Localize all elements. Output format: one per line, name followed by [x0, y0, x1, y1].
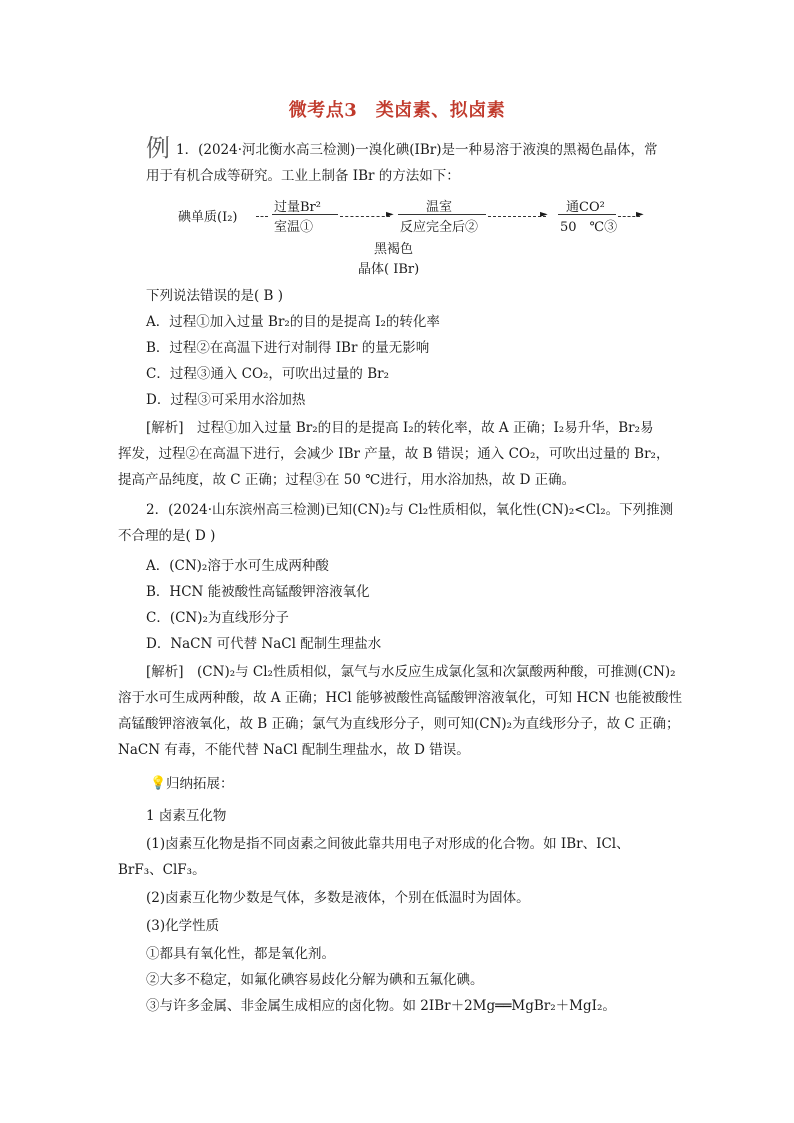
q2-stem-line-2: 不合理的是( D )	[118, 528, 216, 544]
q1-option-d: D．过程③可采用水浴加热	[146, 392, 306, 408]
q2-option-b: B．HCN 能被酸性高锰酸钾溶液氧化	[146, 584, 370, 600]
flow-start: 碘单质(I₂)	[178, 210, 238, 225]
process-flow-diagram	[178, 196, 658, 276]
q1-option-c: C．过程③通入 CO₂，可吹出过量的 Br₂	[146, 366, 390, 382]
flow-step2-condition: 温室	[426, 200, 453, 215]
flow-arrow-2	[488, 216, 546, 217]
flow-step3-bar	[558, 214, 616, 215]
q1-analysis-line-2: 挥发，过程②在高温下进行，会减少 IBr 产量，故 B 错误；通入 CO₂，可吹出过量的 Br₂，	[118, 446, 670, 462]
q1-analysis-line-3: 提高产品纯度，故 C 正确；过程③在 50 ℃进行，用水浴加热，故 D 正确。	[118, 472, 576, 488]
summary-line: ①都具有氧化性，都是氧化剂。	[146, 946, 335, 962]
flow-step2-bar	[398, 214, 486, 215]
summary-line: ②大多不稳定，如氟化碘容易歧化分解为碘和五氟化碘。	[146, 972, 484, 988]
q2-stem-line-1: 2．(2024·山东滨州高三检测)已知(CN)₂与 Cl₂性质相似，氧化性(CN)₂<Cl₂。下列推测	[146, 502, 674, 518]
flow-arrowhead-1: ►	[386, 209, 394, 220]
flow-step1-condition: 过量Br²	[274, 200, 321, 215]
q1-option-b: B．过程②在高温下进行对制得 IBr 的量无影响	[146, 340, 430, 356]
flow-step3-label: 50 ℃③	[560, 220, 618, 235]
q2-option-d: D．NaCN 可代替 NaCl 配制生理盐水	[146, 636, 382, 652]
flow-arrowhead-3: ►	[636, 209, 644, 220]
summary-line: (2)卤素互化物少数是气体，多数是液体，个别在低温时为固体。	[146, 890, 530, 906]
summary-line: (3)化学性质	[146, 918, 220, 934]
summary-line: ③与许多金属、非金属生成相应的卤化物。如 2IBr＋2Mg══MgBr₂＋MgI₂。	[146, 998, 616, 1014]
summary-line: 1 卤素互化物	[146, 808, 227, 824]
summary-heading: 归纳拓展：	[166, 776, 234, 792]
summary-line: BrF₃、ClF₃。	[118, 862, 206, 878]
flow-arrow-1a	[256, 216, 268, 217]
q2-option-a: A．(CN)₂溶于水可生成两种酸	[146, 558, 329, 574]
example-mark: 例	[146, 134, 170, 162]
q2-option-c: C．(CN)₂为直线形分子	[146, 610, 289, 626]
flow-arrowhead-2: ►	[540, 209, 548, 220]
flow-step2-label: 反应完全后②	[400, 220, 479, 235]
flow-arrow-1b	[340, 216, 390, 217]
q1-analysis-line-1: [解析] 过程①加入过量 Br₂的目的是提高 I₂的转化率，故 A 正确；I₂易升华，Br₂易	[146, 420, 654, 436]
q2-analysis-line-3: 高锰酸钾溶液氧化，故 B 正确；氯气为直线形分子，则可知(CN)₂为直线形分子，故 C 正确；	[118, 716, 680, 732]
flow-product-line-2: 晶体( IBr)	[358, 262, 420, 277]
flow-step1-bar	[272, 214, 338, 215]
flow-step1-label: 室温①	[274, 220, 314, 235]
q1-stem-line-1: 1．(2024·河北衡水高三检测)一溴化碘(IBr)是一种易溶于液溴的黑褐色晶体，常	[176, 142, 658, 158]
page-title: 微考点3 类卤素、拟卤素	[288, 100, 506, 121]
lightbulb-icon: 💡	[150, 776, 167, 791]
q1-question: 下列说法错误的是( B )	[146, 288, 284, 304]
flow-product-line-1: 黑褐色	[374, 242, 414, 257]
flow-step3-condition: 通CO²	[566, 200, 605, 215]
q2-analysis-line-1: [解析] (CN)₂与 Cl₂性质相似，氯气与水反应生成氯化氢和次氯酸两种酸，可推测(CN)₂	[146, 664, 676, 680]
q1-stem-line-2: 用于有机合成等研究。工业上制备 IBr 的方法如下：	[146, 168, 460, 184]
q2-analysis-line-4: NaCN 有毒，不能代替 NaCl 配制生理盐水，故 D 错误。	[118, 742, 470, 758]
summary-line: (1)卤素互化物是指不同卤素之间彼此靠共用电子对形成的化合物。如 IBr、ICl、	[146, 836, 630, 852]
q1-option-a: A．过程①加入过量 Br₂的目的是提高 I₂的转化率	[146, 314, 440, 330]
q2-analysis-line-2: 溶于水可生成两种酸，故 A 正确；HCl 能够被酸性高锰酸钾溶液氧化，可知 HCN 也能被酸性	[118, 690, 683, 706]
